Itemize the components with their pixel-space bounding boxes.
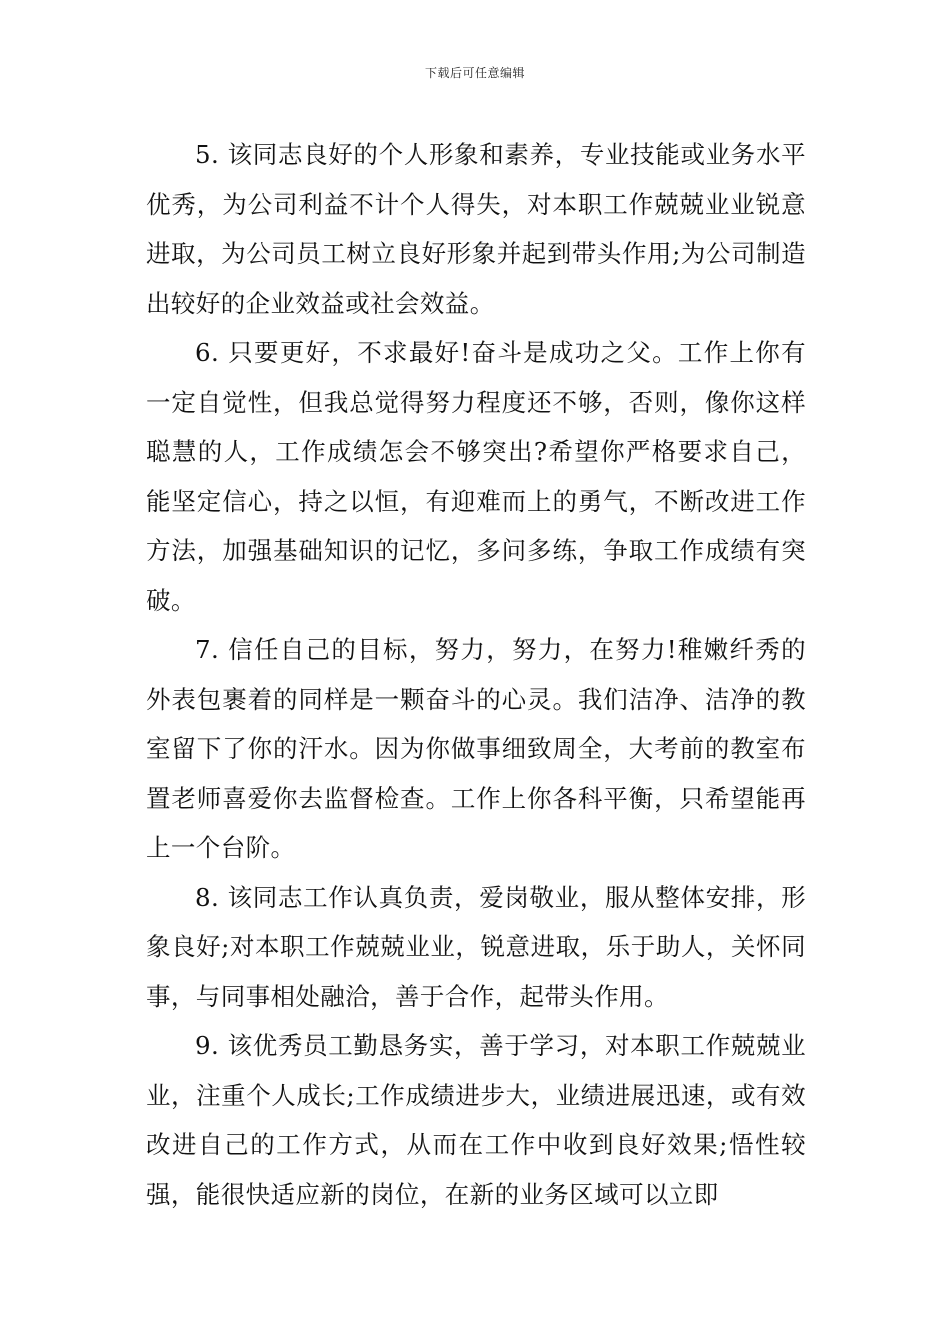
paragraph-5: 5. 该同志良好的个人形象和素养，专业技能或业务水平优秀，为公司利益不计个人得失，对本职工作兢兢业业锐意进取，为公司员工树立良好形象并起到带头作用;为公司制造出较好的企业效益或社会效益。 [146, 140, 806, 318]
paragraph-9: 9. 该优秀员工勤恳务实，善于学习，对本职工作兢兢业业，注重个人成长;工作成绩进步大，业绩进展迅速，或有效改进自己的工作方式，从而在工作中收到良好效果;悟性较强，能很快适应新的岗位，在新的业务区域可以立即 [146, 1031, 806, 1209]
paragraph-6: 6. 只要更好，不求最好!奋斗是成功之父。工作上你有一定自觉性，但我总觉得努力程度还不够，否则，像你这样聪慧的人，工作成绩怎会不够突出?希望你严格要求自己，能坚定信心，持之以恒，有迎难而上的勇气，不断改进工作方法，加强基础知识的记忆，多问多练，争取工作成绩有突破。 [146, 338, 806, 615]
paragraph-7: 7. 信任自己的目标，努力，努力，在努力!稚嫩纤秀的外表包裹着的同样是一颗奋斗的心灵。我们洁净、洁净的教室留下了你的汗水。因为你做事细致周全，大考前的教室布置老师喜爱你去监督检查。工作上你各科平衡，只希望能再上一个台阶。 [146, 635, 806, 862]
document-body [146, 130, 806, 1219]
page-header: 下载后可任意编辑 [424, 66, 525, 80]
paragraph-8: 8. 该同志工作认真负责，爱岗敬业，服从整体安排，形象良好;对本职工作兢兢业业，锐意进取，乐于助人，关怀同事，与同事相处融洽，善于合作，起带头作用。 [146, 882, 806, 1011]
